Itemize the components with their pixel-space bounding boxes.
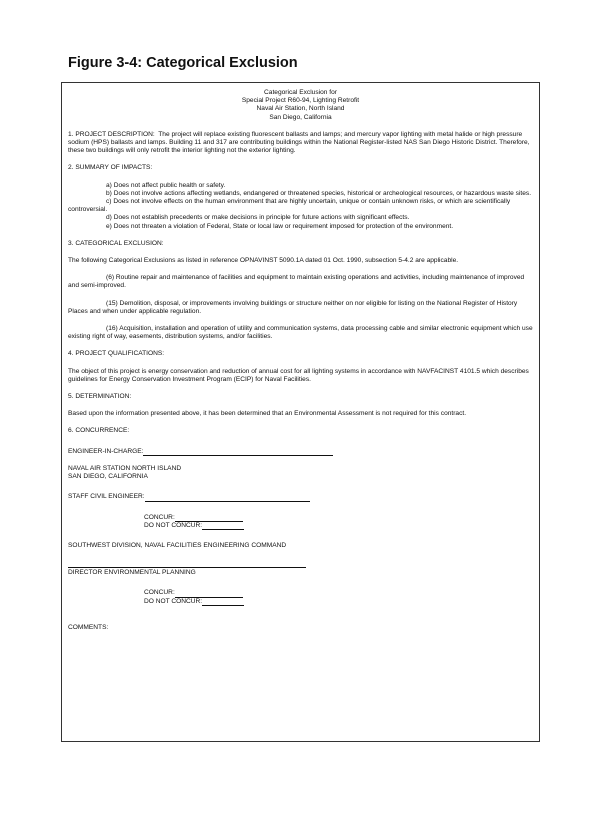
section-summary-of-impacts (68, 164, 533, 230)
document-header (68, 89, 533, 122)
header-line-2: Special Project R60-94, Lighting Retrofit (241, 97, 360, 105)
director-signature-line[interactable] (68, 567, 306, 577)
director-not-concur-label: DO NOT CONCUR: (144, 597, 203, 605)
director-concur-label: CONCUR: (144, 589, 175, 597)
section-1-heading: 1. PROJECT DESCRIPTION: (68, 130, 155, 138)
impact-a: a) Does not affect public health or safety. (106, 181, 226, 189)
director-concur-block (68, 589, 533, 605)
section-determination (68, 393, 533, 418)
impact-d: d) Does not establish precedents or make decisions in principle for future actions with significant effects. (106, 214, 410, 222)
section-1-text: The project will replace existing fluorescent ballasts and lamps; and mercury vapor lighting with metal halide or high pressure sodium (HPS) ballasts and lamps. Building 11 and 317 are contributing buildings within the National Register-listed NAS San Diego Historic District. Therefore, these two buildings will only retrofit the interior lighting not the exterior lighting. (68, 130, 530, 155)
nas-name: NAVAL AIR STATION NORTH ISLAND (68, 464, 182, 472)
section-6-heading: 6. CONCURRENCE: (68, 427, 130, 435)
section-2-heading: 2. SUMMARY OF IMPACTS: (68, 164, 153, 172)
engineer-in-charge-signature-line[interactable] (143, 455, 333, 456)
exclusion-16: (16) Acquisition, installation and operation of utility and communication systems, data processing cable and similar electronic equipment which use existing right of way, easements, distribution systems, and/or facilities. (68, 325, 533, 341)
section-5-heading: 5. DETERMINATION: (68, 393, 132, 401)
section-5-text: Based upon the information presented above, it has been determined that an Environmental Assessment is not required for this contract. (68, 410, 467, 418)
director-label: DIRECTOR ENVIRONMENTAL PLANNING (68, 569, 196, 577)
section-4-heading: 4. PROJECT QUALIFICATIONS: (68, 350, 165, 358)
exclusion-15: (15) Demolition, disposal, or improvements involving buildings or structure neither on nor eligible for listing on the National Register of History Places and when under applicable regulation. (68, 299, 518, 315)
sce-concur-block (68, 514, 533, 530)
exclusion-6: (6) Routine repair and maintenance of facilities and equipment to maintain existing operations and activities, including maintenance of improved and semi-improved. (68, 274, 525, 290)
section-concurrence (68, 427, 533, 631)
southwest-division-label: SOUTHWEST DIVISION, NAVAL FACILITIES ENGINEERING COMMAND (68, 541, 287, 549)
engineer-in-charge-label: ENGINEER-IN-CHARGE: (68, 447, 144, 455)
figure-title: Figure 3-4: Categorical Exclusion (68, 55, 298, 71)
director-not-concur-line[interactable] (202, 605, 244, 606)
section-4-text: The object of this project is energy conservation and reduction of annual cost for all lighting systems in accordance with NAVFACINST 4101.5 which describes guidelines for Energy Conservation Investment Program (ECIP) for Naval Facilities. (68, 367, 529, 383)
section-3-heading: 3. CATEGORICAL EXCLUSION: (68, 239, 164, 247)
document-body (68, 89, 533, 632)
impact-c: c) Does not involve effects on the human environment that are highly uncertain, unique or contain unknown risks, or which are scientifically controversial. (68, 198, 511, 214)
sce-concur-label: CONCUR: (144, 513, 175, 521)
staff-civil-engineer-signature-line[interactable] (145, 501, 310, 502)
header-line-3: Naval Air Station, North Island (256, 105, 345, 113)
staff-civil-engineer-label: STAFF CIVIL ENGINEER: (68, 493, 145, 501)
director-signature (68, 567, 533, 577)
section-project-description (68, 131, 533, 156)
sce-not-concur-line[interactable] (202, 529, 244, 530)
impact-e: e) Does not threaten a violation of Federal, State or local law or requirement imposed for protection of the environment. (106, 222, 454, 230)
nas-city: SAN DIEGO, CALIFORNIA (68, 473, 148, 481)
impact-b: b) Does not involve actions affecting wetlands, endangered or threatened species, historical or archeological resources, or hazardous waste sites. (106, 189, 532, 197)
comments-label: COMMENTS: (68, 623, 109, 631)
section-3-intro: The following Categorical Exclusions as listed in reference OPNAVINST 5090.1A dated 01 Oct. 1990, subsection 5-4.2 are applicable. (68, 257, 459, 265)
header-line-4: San Diego, California (269, 113, 332, 121)
section-project-qualifications (68, 350, 533, 384)
nas-address (68, 465, 533, 481)
sce-not-concur-label: DO NOT CONCUR: (144, 521, 203, 529)
staff-civil-engineer-signature (68, 493, 533, 501)
section-categorical-exclusion (68, 240, 533, 342)
header-line-1: Categorical Exclusion for (264, 89, 337, 96)
engineer-in-charge-signature (68, 448, 533, 456)
